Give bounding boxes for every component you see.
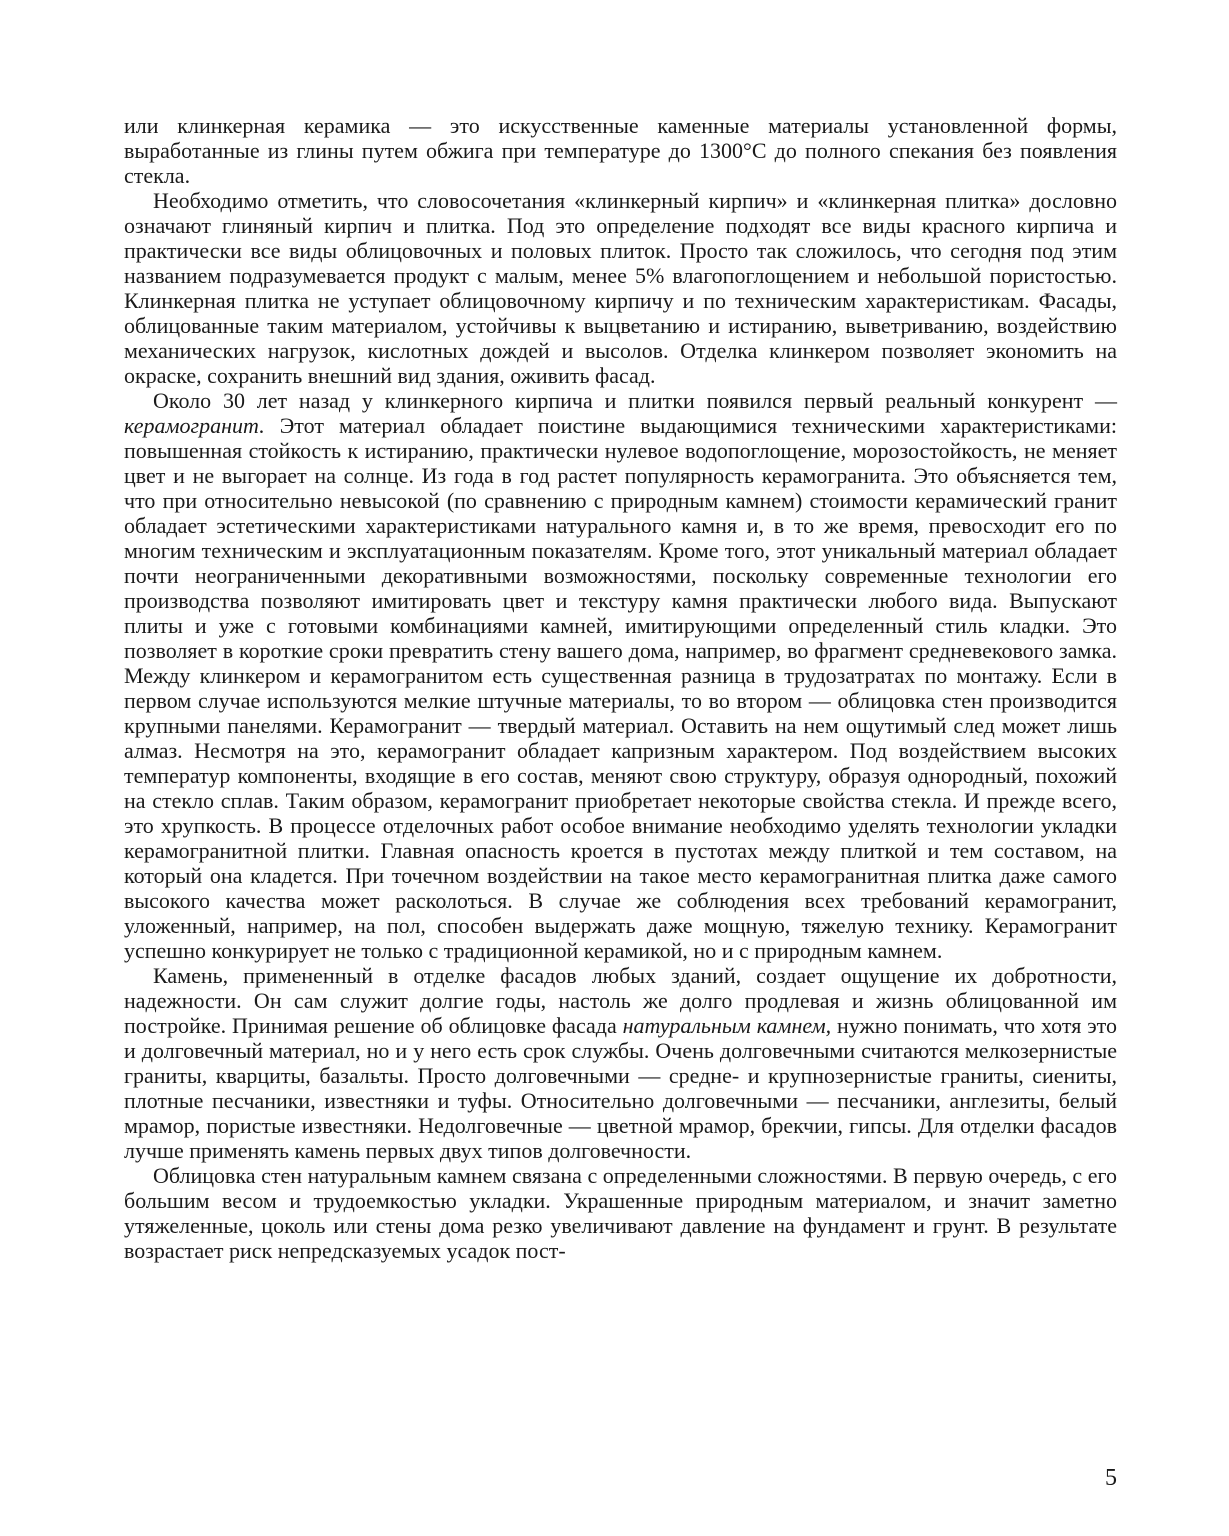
paragraph-natural-stone — [124, 963, 1117, 1163]
paragraph-text: Облицовка стен натуральным камнем связана с определенными сложностями. В первую очередь, с его большим весом и трудоемкостью укладки. Украшенные природным материалом, и значит заметно утяжеленные, цоколь или стены дома резко увеличивают давление на фундамент и грунт. В результате возрастает риск непредсказуемых усадок пост- — [124, 1163, 1117, 1263]
italic-term: натуральным камнем, — [622, 1013, 832, 1038]
paragraph-porcelain-stoneware — [124, 388, 1117, 963]
paragraph-continuation — [124, 113, 1117, 188]
paragraph-text: Около 30 лет назад у клинкерного кирпича и плитки появился первый реальный конкурент — — [153, 388, 1117, 413]
paragraph-text: Этот материал обладает поистине выдающимися техническими характеристиками: повышенная стойкость к истиранию, практически нулевое водопоглощение, морозостойкость, не меняет цвет и не выгорает на солнце. Из года в год растет популярность керамогранита. Это объясняется тем, что при относительно невысокой (по сравнению с природным камнем) стоимости керамический гранит обладает эстетическими характеристиками натурального камня и, в то же время, превосходит его по многим техническим и эксплуатационным показателям. Кроме того, этот уникальный материал обладает почти неограниченными декоративными возможностями, поскольку современные технологии его производства позволяют имитировать цвет и текстуру камня практически любого вида. Выпускают плиты и уже с готовыми комбинациями камней, имитирующими определенный стиль кладки. Это позволяет в короткие сроки превратить стену вашего дома, например, во фрагмент средневекового замка. Между клинкером и керамогранитом есть существенная разница в трудозатратах по монтажу. Если в первом случае используются мелкие штучные материалы, то во втором — облицовка стен производится крупными панелями. Керамогранит — твердый материал. Оставить на нем ощутимый след может лишь алмаз. Несмотря на это, керамогранит обладает капризным характером. Под воздействием высоких температур компоненты, входящие в его состав, меняют свою структуру, образуя однородный, похожий на стекло сплав. Таким образом, керамогранит приобретает некоторые свойства стекла. И прежде всего, это хрупкость. В процессе отделочных работ особое внимание необходимо уделять технологии укладки керамогранитной плитки. Главная опасность кроется в пустотах между плиткой и тем составом, на который она кладется. При точечном воздействии на такое место керамогранитная плитка даже самого высокого качества может расколоться. В случае же соблюдения всех требований керамогранит, уложенный, например, на пол, способен выдержать даже мощную, тяжелую технику. Керамогранит успешно конкурирует не только с традиционной керамикой, но и с природным камнем. — [124, 413, 1117, 963]
paragraph-text: Необходимо отметить, что словосочетания «клинкерный кирпич» и «клинкерная плитка» дословно означают глиняный кирпич и плитка. Под это определение подходят все виды красного кирпича и практически все виды облицовочных и половых плиток. Просто так сложилось, что сегодня под этим названием подразумевается продукт с малым, менее 5% влагопоглощением и небольшой пористостью. Клинкерная плитка не уступает облицовочному кирпичу и по техническим характеристикам. Фасады, облицованные таким материалом, устойчивы к выцветанию и истиранию, выветриванию, воздействию механических нагрузок, кислотных дождей и высолов. Отделка клинкером позволяет экономить на окраске, сохранить внешний вид здания, оживить фасад. — [124, 188, 1117, 388]
page-number: 5 — [1105, 1465, 1117, 1491]
paragraph-clinker-definition — [124, 188, 1117, 388]
paragraph-text: Камень, примененный в отделке фасадов любых зданий, создает ощущение их добротности, надежности. Он сам служит долгие годы, настоль же долго продлевая и жизнь облицованной им постройке. Принимая решение об облицовке фасада — [124, 963, 1117, 1038]
page-body — [124, 113, 1117, 1263]
paragraph-text: или клинкерная керамика — это искусственные каменные материалы установленной формы, выработанные из глины путем обжига при температуре до 1300°С до полного спекания без появления стекла. — [124, 113, 1117, 188]
paragraph-stone-cladding — [124, 1163, 1117, 1263]
paragraph-text: нужно понимать, что хотя это и долговечный материал, но и у него есть срок службы. Очень долговечными считаются мелкозернистые граниты, кварциты, базальты. Просто долговечными — средне- и крупнозернистые граниты, сиениты, плотные песчаники, известняки и туфы. Относительно долговечными — песчаники, англезиты, белый мрамор, пористые известняки. Недолговечные — цветной мрамор, брекчии, гипсы. Для отделки фасадов лучше применять камень первых двух типов долговечности. — [124, 1013, 1117, 1163]
italic-term: керамогранит. — [124, 413, 265, 438]
